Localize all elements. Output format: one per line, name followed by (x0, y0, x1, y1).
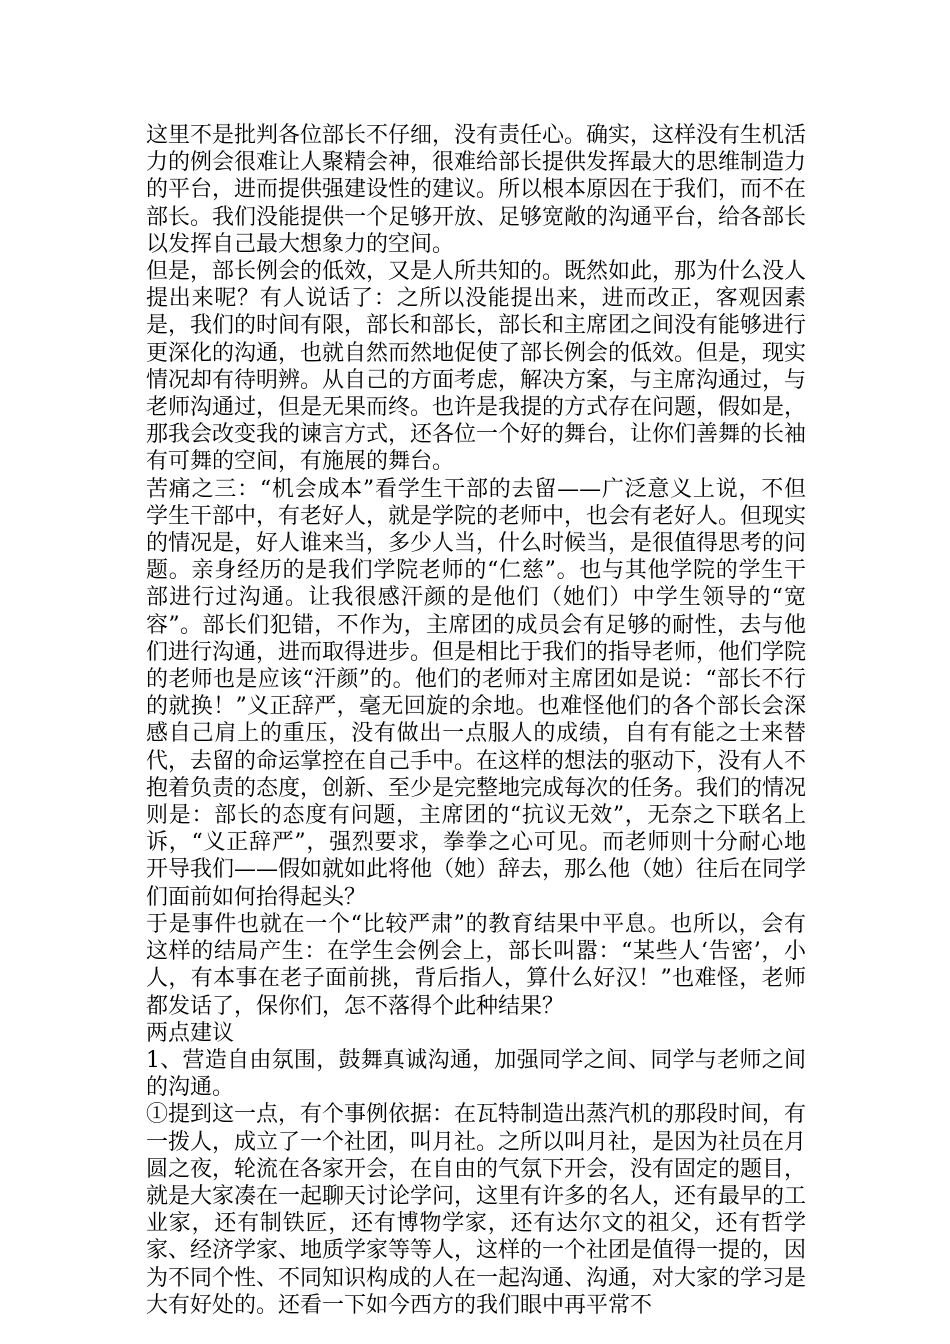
paragraph-2: 但是，部长例会的低效，又是人所共知的。既然如此，那为什么没人提出来呢？有人说话了：之所以没能提出来，进而改正，客观因素是，我们的时间有限，部长和部长，部长和主席团之间没有能够进行更深化的沟通，也就自然而然地促使了部长例会的低效。但是，现实情况却有待明辨。从自己的方面考虑，解决方案，与主席沟通过，与老师沟通过，但是无果而终。也许是我提的方式存在问题，假如是，那我会改变我的谏言方式，还各位一个好的舞台，让你们善舞的长袖有可舞的空间，有施展的舞台。 (146, 259, 807, 475)
paragraph-4: 于是事件也就在一个“比较严肃”的教育结果中平息。也所以，会有这样的结局产生：在学生会例会上，部长叫嚣：“某些人‘告密’，小人，有本事在老子面前挑，背后指人，算什么好汉！”也难怪，老师都发话了，保你们，怎不落得个此种结果？ (146, 911, 806, 1019)
paragraph-1: 这里不是批判各位部长不仔细，没有责任心。确实，这样没有生机活力的例会很难让人聚精会神，很难给部长提供发挥最大的思维制造力的平台，进而提供强建设性的建议。所以根本原因在于我们，而不在部长。我们没能提供一个足够开放、足够宽敞的沟通平台，给各部长以发挥自己最大想象力的空间。 (146, 123, 807, 257)
paragraph-3: 苦痛之三：“机会成本”看学生干部的去留——广泛意义上说，不但学生干部中，有老好人，就是学院的老师中，也会有老好人。但现实的情况是，好人谁来当，多少人当，什么时候当，是很值得思考的问题。亲身经历的是我们学院老师的“仁慈”。也与其他学院的学生干部进行过沟通。让我很感汗颜的是他们（她们）中学生领导的“宽容”。部长们犯错，不作为，主席团的成员会有足够的耐性，去与他们进行沟通，进而取得进步。但是相比于我们的指导老师，他们学院的老师也是应该“汗颜”的。他们的老师对主席团如是说：“部长不行的就换！”义正辞严，毫无回旋的余地。也难怪他们的各个部长会深感自己肩上的重压，没有做出一点服人的成绩，自有有能之士来替代，去留的命运掌控在自己手中。在这样的想法的驱动下，没有人不抱着负责的态度，创新、至少是完整地完成每次的任务。我们的情况则是：部长的态度有问题，主席团的“抗议无效”，无奈之下联名上诉，“义正辞严”，强烈要求，拳拳之心可见。而老师则十分耐心地开导我们——假如就如此将他（她）辞去，那么他（她）往后在同学们面前如何抬得起头？ (146, 476, 807, 910)
suggestion-1: 1、营造自由氛围，鼓舞真诚沟通，加强同学之间、同学与老师之间的沟通。 (146, 1047, 806, 1101)
suggestion-1-example: ①提到这一点，有个事例依据：在瓦特制造出蒸汽机的那段时间，有一拨人，成立了一个社团，叫月社。之所以叫月社，是因为社员在月圆之夜，轮流在各家开会，在自由的气氛下开会，没有固定的题目，就是大家凑在一起聊天讨论学问，这里有许多的名人，还有最早的工业家，还有制铁匠，还有博物学家，还有达尔文的祖父，还有哲学家、经济学家、地质学家等等人，这样的一个社团是值得一提的，因为不同个性、不同知识构成的人在一起沟通、沟通，对大家的学习是大有好处的。还看一下如今西方的我们眼中再平常不 (146, 1102, 807, 1318)
section-heading: 两点建议 (146, 1020, 235, 1046)
document-body (146, 122, 806, 1319)
